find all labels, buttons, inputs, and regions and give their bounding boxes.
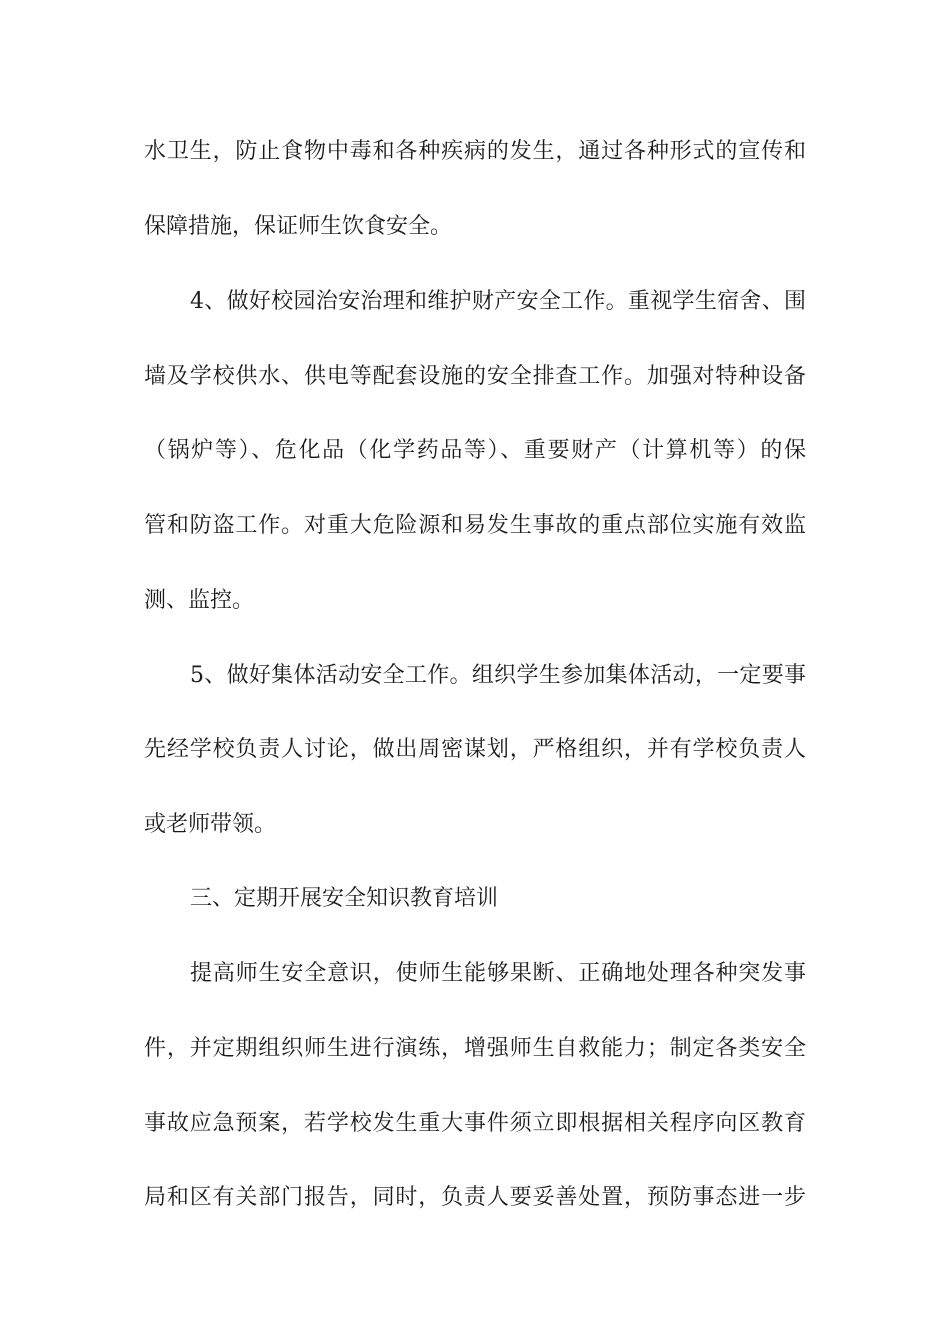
paragraph-5-line-3: 或老师带领。 — [144, 812, 277, 837]
paragraph-5-line-1: 5、做好集体活动安全工作。组织学生参加集体活动，一定要事 — [190, 663, 806, 688]
section-paragraph-line-1: 提高师生安全意识，使师生能够果断、正确地处理各种突发事 — [190, 961, 806, 986]
text-line-2: 保障措施，保证师生饮食安全。 — [144, 214, 453, 239]
paragraph-4-line-1: 4、做好校园治安治理和维护财产安全工作。重视学生宿舍、围 — [190, 289, 806, 314]
paragraph-4-line-2: 墙及学校供水、供电等配套设施的安全排查工作。加强对特种设备 — [144, 364, 806, 389]
section-heading: 三、定期开展安全知识教育培训 — [190, 886, 499, 911]
section-paragraph-line-3: 事故应急预案，若学校发生重大事件须立即根据相关程序向区教育 — [144, 1111, 806, 1136]
paragraph-5-line-2: 先经学校负责人讨论，做出周密谋划，严格组织，并有学校负责人 — [144, 737, 806, 762]
text-line-1: 水卫生，防止食物中毒和各种疾病的发生，通过各种形式的宣传和 — [144, 139, 806, 164]
paragraph-4-line-4: 管和防盗工作。对重大危险源和易发生事故的重点部位实施有效监 — [144, 513, 806, 538]
paragraph-4-line-3: （锅炉等）、危化品（化学药品等）、重要财产（计算机等）的保 — [144, 438, 806, 463]
section-paragraph-line-4: 局和区有关部门报告，同时，负责人要妥善处置，预防事态进一步 — [144, 1185, 806, 1210]
section-paragraph-line-2: 件，并定期组织师生进行演练，增强师生自救能力；制定各类安全 — [144, 1036, 806, 1061]
paragraph-4-line-5: 测、监控。 — [144, 588, 255, 613]
